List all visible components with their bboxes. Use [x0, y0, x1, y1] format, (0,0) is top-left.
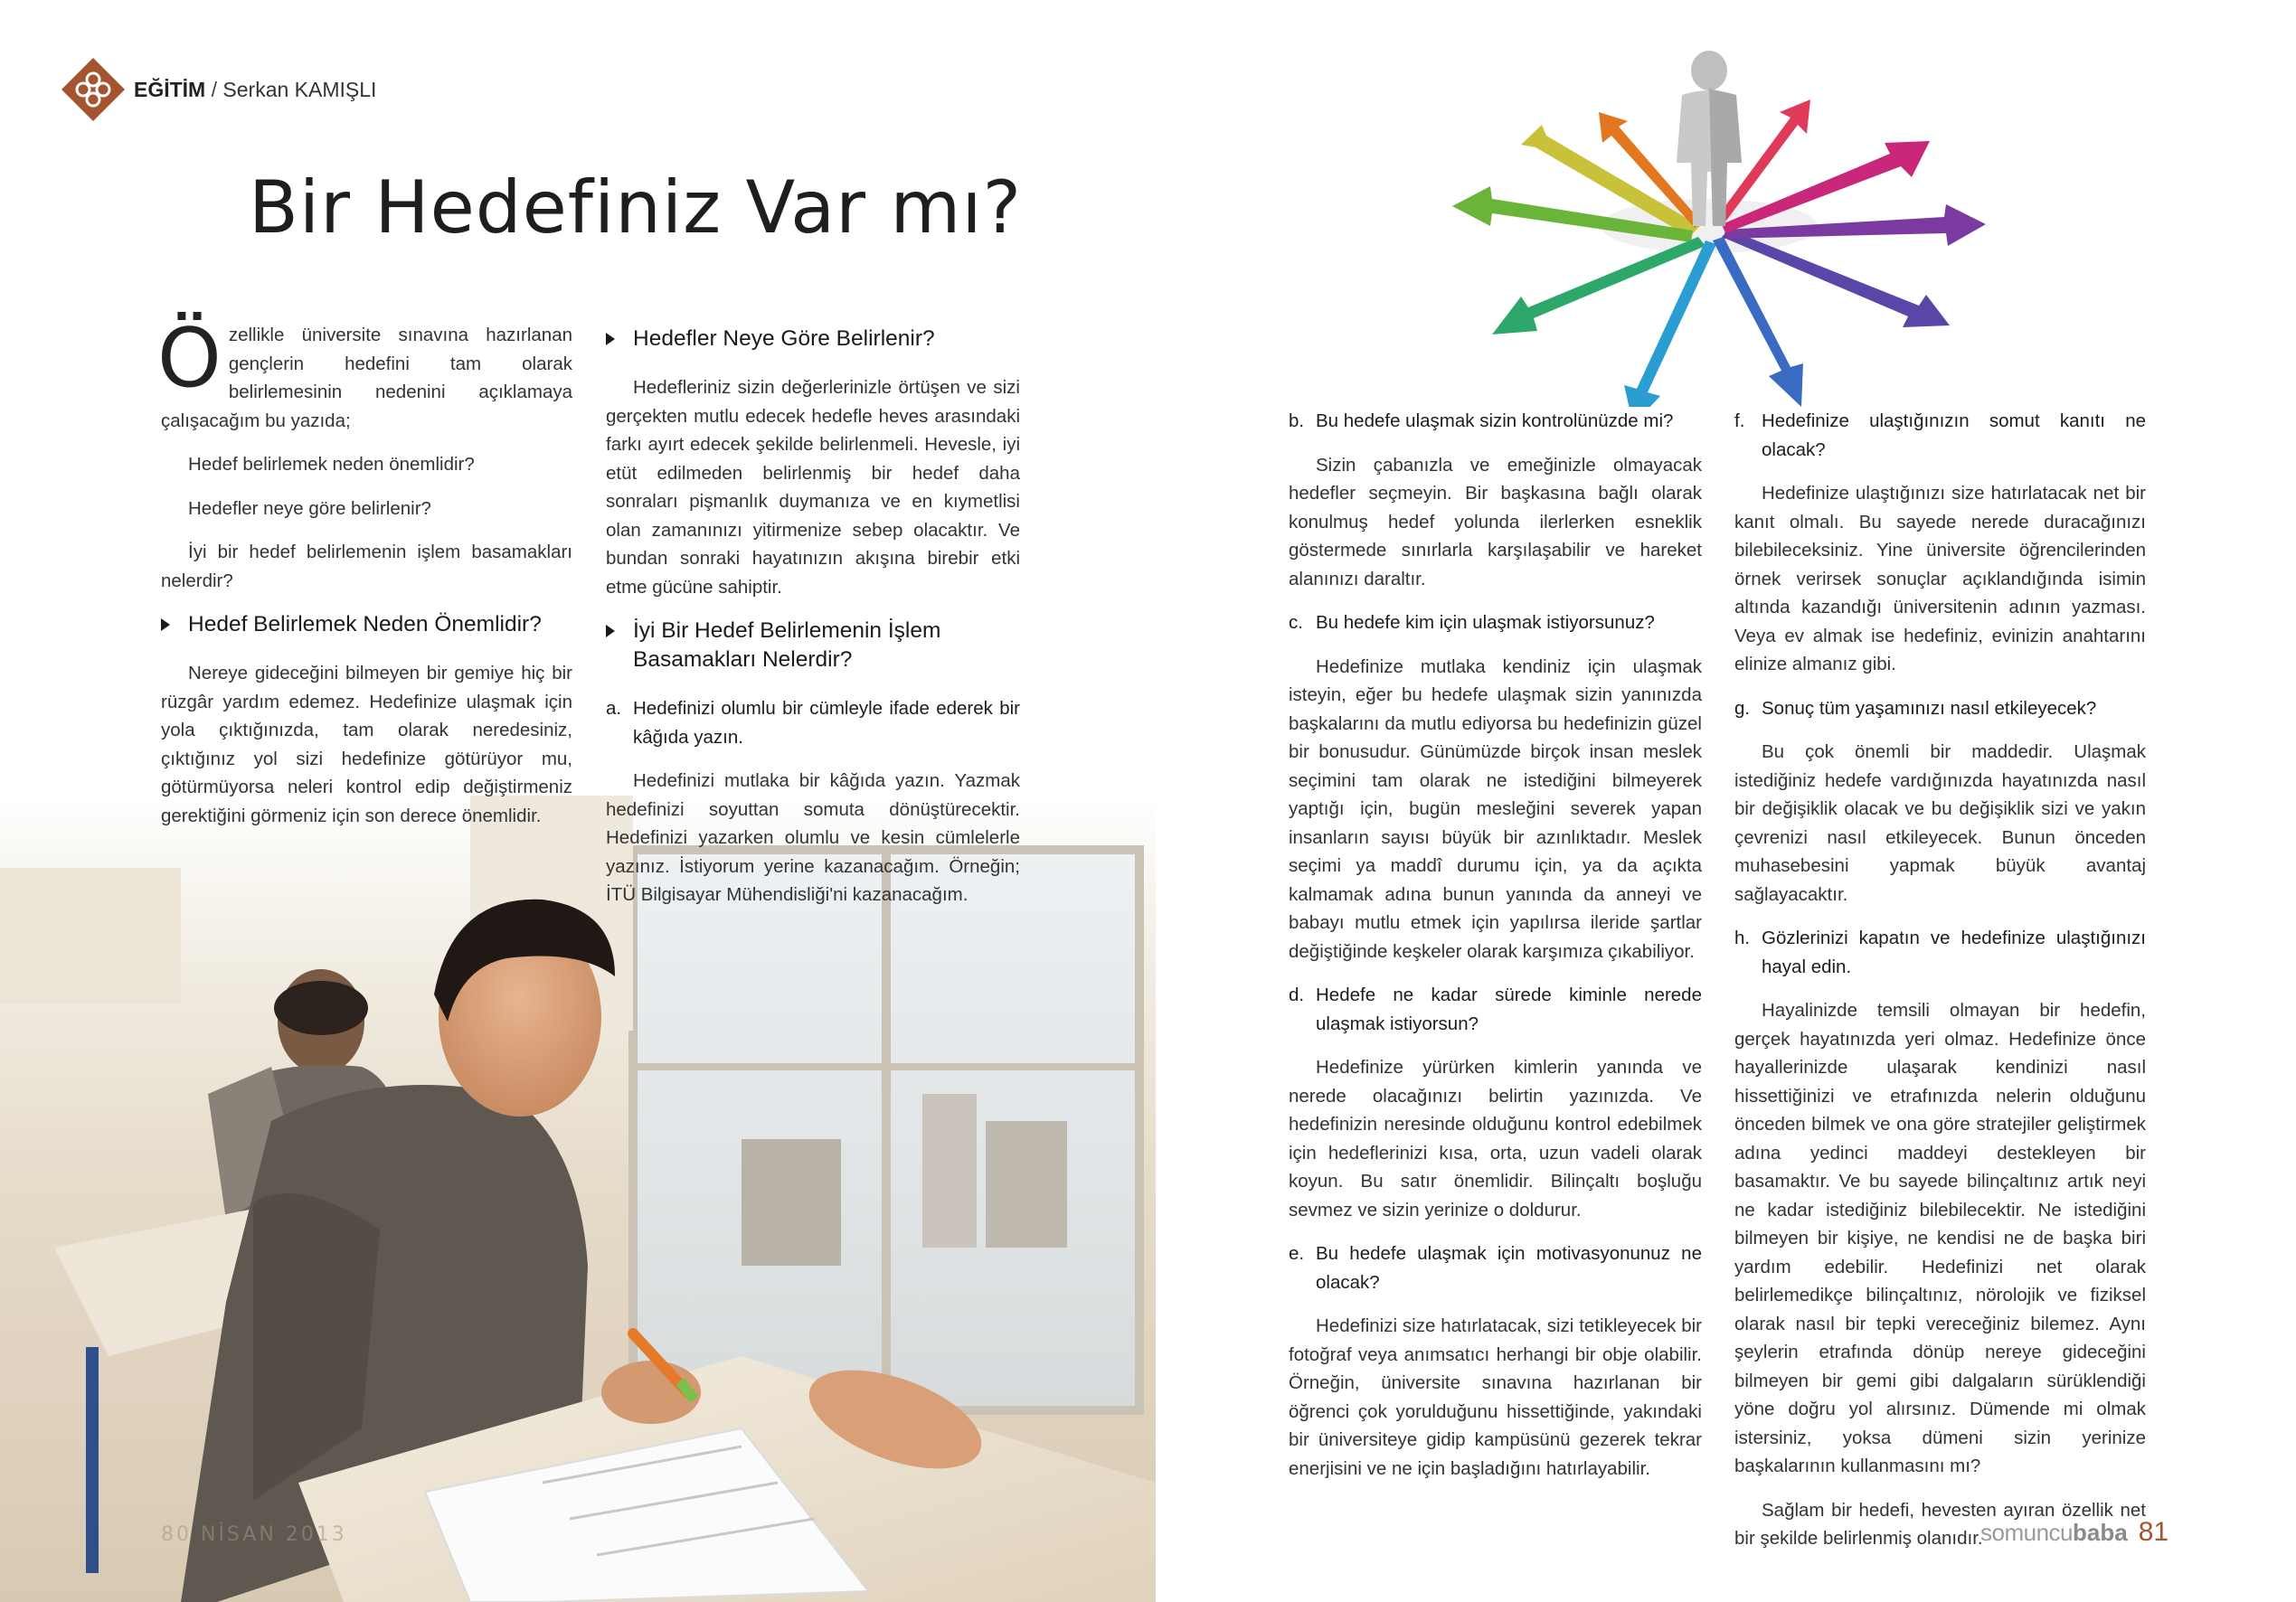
intro-question: İyi bir hedef belirlemenin işlem basamakları nelerdir? [161, 542, 572, 591]
issue-date: 80 NİSAN 2013 [161, 1523, 347, 1546]
section-logo-icon [61, 58, 125, 121]
intro-question: Hedefler neye göre belirlenir? [188, 497, 431, 519]
magazine-footer [1980, 1517, 2168, 1548]
page-title: Bir Hedefiniz Var mı? [249, 165, 1023, 250]
triangle-bullet-icon [161, 610, 188, 639]
section-heading: Hedef Belirlemek Neden Önemlidir? [161, 610, 572, 639]
intro-text: zellikle üniversite sınavına hazırlanan gençlerin hedefini tam olarak belirlemesinin nedenini açıklamaya çalışacağım bu yazıda; [161, 325, 572, 431]
step-answer: Sizin çabanızla ve emeğinizle olmayacak hedefler seçmeyin. Bir başkasına bağlı olarak konulmuş hedef yolunda ilerlerken esneklik göstermede sınırlarla karşılaşabilir ve hareket alanınızı daraltır. [1289, 454, 1702, 589]
step-question: h. Gözlerinizi kapatın ve hedefinize ulaştığınızı hayal edin. [1734, 928, 2146, 977]
column-3 [1289, 407, 1702, 1498]
step-answer: Bu çok önemli bir maddedir. Ulaşmak istediğiniz hedefe vardığınızda hayatınızda nasıl bir değişiklik olacak ve bu değişiklik sizi ve yakın çevrenizi nasıl etkileyecek. Bunun önceden muhasebesini yapmak büyük avantaj sağlayacaktır. [1734, 741, 2146, 905]
arrows-illustration [1438, 45, 2017, 407]
step-question: f. Hedefinize ulaştığınızın somut kanıtı ne olacak? [1734, 410, 2146, 460]
dropcap-letter: Ö [157, 311, 222, 406]
closing-paragraph: Sağlam bir hedefi, hevesten ayıran özellik net bir şekilde belirlenmiş olanıdır. [1734, 1499, 2146, 1549]
column-1 [157, 311, 572, 845]
step-question: d. Hedefe ne kadar sürede kiminle nerede ulaşmak istiyorsun? [1289, 985, 1702, 1034]
intro-question: Hedef belirlemek neden önemlidir? [188, 454, 475, 475]
step-question: a. Hedefinizi olumlu bir cümleyle ifade ederek bir kâğıda yazın. [606, 698, 1020, 748]
intro-questions [161, 450, 572, 595]
section-heading: İyi Bir Hedef Belirlemenin İşlem Basamakları Nelerdir? [606, 617, 1020, 674]
column-2 [606, 321, 1020, 925]
page-number: 81 [2138, 1517, 2169, 1547]
brand-bold: baba [2073, 1519, 2128, 1546]
step-answer: Hayalinizde temsili olmayan bir hedefin, gerçek hayatınızda yeri olmaz. Hedefinize önce hayallerinizde ulaşarak kendinizi nasıl hissettiğinizi ve etrafınızda nelerin olduğunu önceden bilmek ve ona göre stratejiler geliştirmek adına yedinci maddeyi destekleyen bir basamaktır. Ve bu sayede bilinçaltınız artık neyi ne kadar istediğiniz bilebilecektir. Ne istediğini bilmeyen bir kişiye, ne kendisi ne de başka biri yardım edebilir. Hedefinizi net olarak belirlemedikçe bilinçaltınız, nörolojik ve fiziksel olarak nasıl bir tepki vereceğiniz bilemez. Aynı şeylerin etrafında dönüp nereye gideceğini bilmeyen bir gemi gibi dalgaların sürüklendiği yöne doğru yol alırsınız. Dümende mi olmak istersiniz, yoksa dümeni sizin yerinize başkalarının kullanmasını mı? [1734, 1000, 2146, 1476]
column-4 [1734, 407, 2146, 1569]
section1-text: Nereye gideceğini bilmeyen bir gemiye hiç bir rüzgâr yardım edemez. Hedefinize ulaşmak için yola çıktığınızda, tam olarak neredesiniz, çıktığınız yol sizi hedefinize götürüyor mu, götürmüyorsa neleri kontrol edip değiştirmeniz gerektiğini görmeniz için son derece önemlidir. [161, 663, 572, 826]
triangle-bullet-icon [606, 325, 633, 353]
step-answer: Hedefinizi mutlaka bir kâğıda yazın. Yazmak hedefinizi soyuttan somuta dönüştürecektir. Hedefinizi yazarken olumlu ve kesin cümlelerle yazınız. İstiyorum yerine kazanacağım. Örneğin; İTÜ Bilgisayar Mühendisliği'ni kazanacağım. [606, 770, 1020, 905]
step-answer: Hedefinize yürürken kimlerin yanında ve nerede olacağınızı belirtin yazınızda. Ve hedefinizin neresinde olduğunu kontrol edebilmek için hedeflerinizi kısa, orta, uzun vadeli olarak koyun. Bu satır önemlidir. Bilinçaltı boşluğu sevmez ve sizin yerinize o doldurur. [1289, 1057, 1702, 1220]
triangle-bullet-icon [606, 617, 633, 674]
step-question: b. Bu hedefe ulaşmak sizin kontrolünüzde mi? [1289, 410, 1674, 431]
brand-light: somuncu [1980, 1519, 2073, 1546]
section2-text: Hedefleriniz sizin değerlerinizle örtüşen ve sizi gerçekten mutlu edecek hedefle heves arasındaki farkı ayırt edecek şekilde belirlenmeli. Hevesle, iyi etüt edilmeden belirlenmiş bir hedef daha sonraları pişmanlık duymanıza ve en kıymetlisi olan zamanınızı yitirmenize sebep olacaktır. Ve bundan sonraki hayatınızın akışına birebir etki etme gücüne sahiptir. [606, 377, 1020, 598]
header-separator: / [205, 77, 223, 101]
intro-paragraph [157, 311, 572, 435]
step-answer: Hedefinize ulaştığınızı size hatırlatacak net bir kanıt olmalı. Bu sayede nerede duracağınızı bilebileceksiniz. Yine üniversite öğrencilerinden örnek verirsek sonuçlar açıklandığında isimin altında kazandığı üniversitenin adının yazması. Veya ev almak ise hedefiniz, evinizin anahtarını elinize almanız gibi. [1734, 483, 2146, 674]
section-label: EĞİTİM [134, 77, 206, 101]
step-answer: Hedefinizi size hatırlatacak, sizi tetikleyecek bir fotoğraf veya anımsatıcı herhangi bir obje olabilir. Örneğin, üniversite sınavına hazırlanan bir öğrenci çok yorulduğunu hissettiğinde, yakındaki bir üniversiteye gidip kampüsünü gezerek tekrar enerjisini ve ne için başladığını hatırlayabilir. [1289, 1315, 1702, 1479]
step-question: g. Sonuç tüm yaşamınızı nasıl etkileyecek? [1734, 697, 2097, 719]
step-question: c. Bu hedefe kim için ulaşmak istiyorsunuz? [1289, 612, 1655, 633]
section-header [61, 58, 376, 121]
step-question: e. Bu hedefe ulaşmak için motivasyonunuz ne olacak? [1289, 1243, 1702, 1293]
author-name: Serkan KAMIŞLI [222, 77, 377, 101]
step-answer: Hedefinize mutlaka kendiniz için ulaşmak isteyin, eğer bu hedefe ulaşmak sizin yanınızda başkalarını da mutlu ediyorsa bu hedefinizin güzel bir bonusudur. Günümüzde birçok insan meslek seçimini tam olarak ne istediğini bilmeyerek yaptığı için, bugün mesleğini severek yapan insanların sayısı büyük bir azınlıktadır. Meslek seçimi ya maddî durumu için, ya da açıkta kalmamak adına bunun yanında da anneyi ve babayı mutlu etmek için yapılırsa ileride şartlar değiştiğinde keşkeler olarak karşımıza çıkabiliyor. [1289, 655, 1702, 962]
section-heading: Hedefler Neye Göre Belirlenir? [606, 325, 1020, 353]
